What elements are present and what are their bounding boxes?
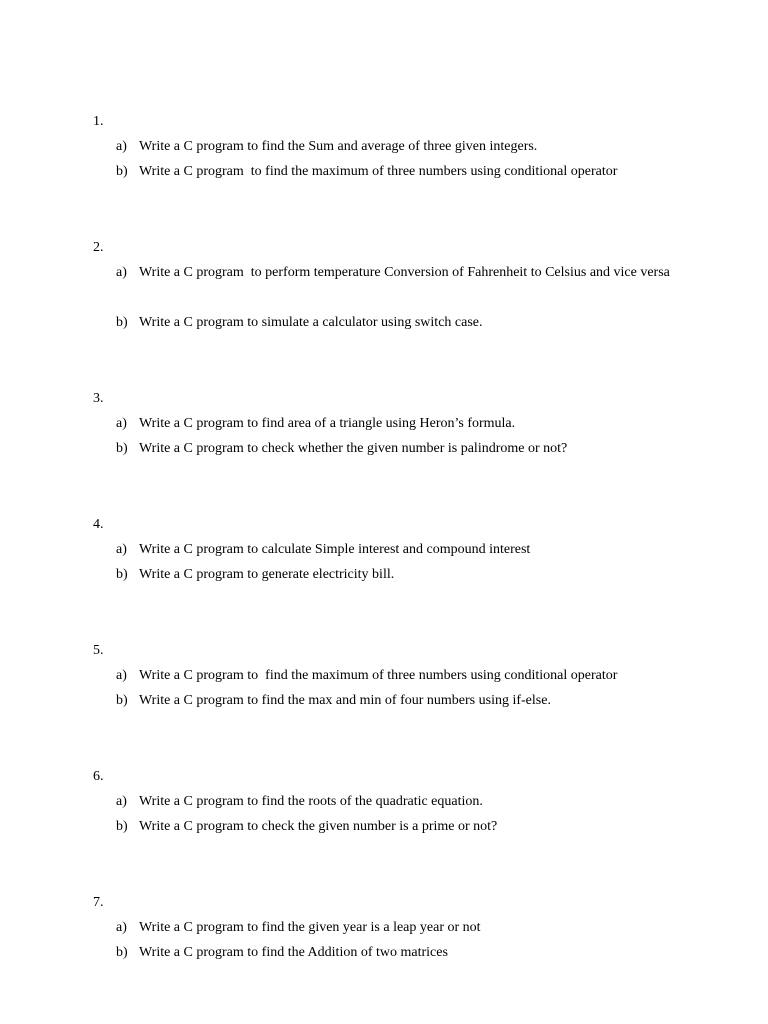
item-text: Write a C program to find the Addition of two matrices	[139, 945, 448, 960]
item-letter: b)	[116, 441, 128, 456]
question-number: 7.	[93, 895, 104, 910]
item-letter: a)	[116, 542, 127, 557]
item-text: Write a C program to generate electricity bill.	[139, 567, 395, 582]
item-text: Write a C program to simulate a calculator using switch case.	[139, 315, 483, 330]
question-number: 4.	[93, 517, 104, 532]
item-letter: b)	[116, 945, 128, 960]
item-text: Write a C program to perform temperature Conversion of Fahrenheit to Celsius and vice versa	[139, 265, 670, 280]
item-letter: b)	[116, 164, 128, 179]
question-number: 1.	[93, 114, 104, 129]
item-letter: a)	[116, 265, 127, 280]
item-letter: b)	[116, 315, 128, 330]
question-number: 5.	[93, 643, 104, 658]
item-letter: a)	[116, 139, 127, 154]
item-text: Write a C program to find the maximum of three numbers using conditional operator	[139, 668, 618, 683]
item-letter: b)	[116, 693, 128, 708]
item-text: Write a C program to find the max and min of four numbers using if-else.	[139, 693, 551, 708]
item-text: Write a C program to find the roots of the quadratic equation.	[139, 794, 483, 809]
question-number: 2.	[93, 240, 104, 255]
item-text: Write a C program to find area of a triangle using Heron’s formula.	[139, 416, 516, 431]
item-text: Write a C program to find the given year is a leap year or not	[139, 920, 481, 935]
question-number: 6.	[93, 769, 104, 784]
item-text: Write a C program to calculate Simple interest and compound interest	[139, 542, 531, 557]
item-text: Write a C program to find the maximum of three numbers using conditional operator	[139, 164, 618, 179]
item-letter: a)	[116, 920, 127, 935]
item-text: Write a C program to check whether the given number is palindrome or not?	[139, 441, 568, 456]
item-letter: a)	[116, 794, 127, 809]
item-letter: a)	[116, 416, 127, 431]
item-text: Write a C program to find the Sum and average of three given integers.	[139, 139, 538, 154]
question-number: 3.	[93, 391, 104, 406]
item-letter: a)	[116, 668, 127, 683]
item-letter: b)	[116, 819, 128, 834]
item-letter: b)	[116, 567, 128, 582]
item-text: Write a C program to check the given number is a prime or not?	[139, 819, 498, 834]
